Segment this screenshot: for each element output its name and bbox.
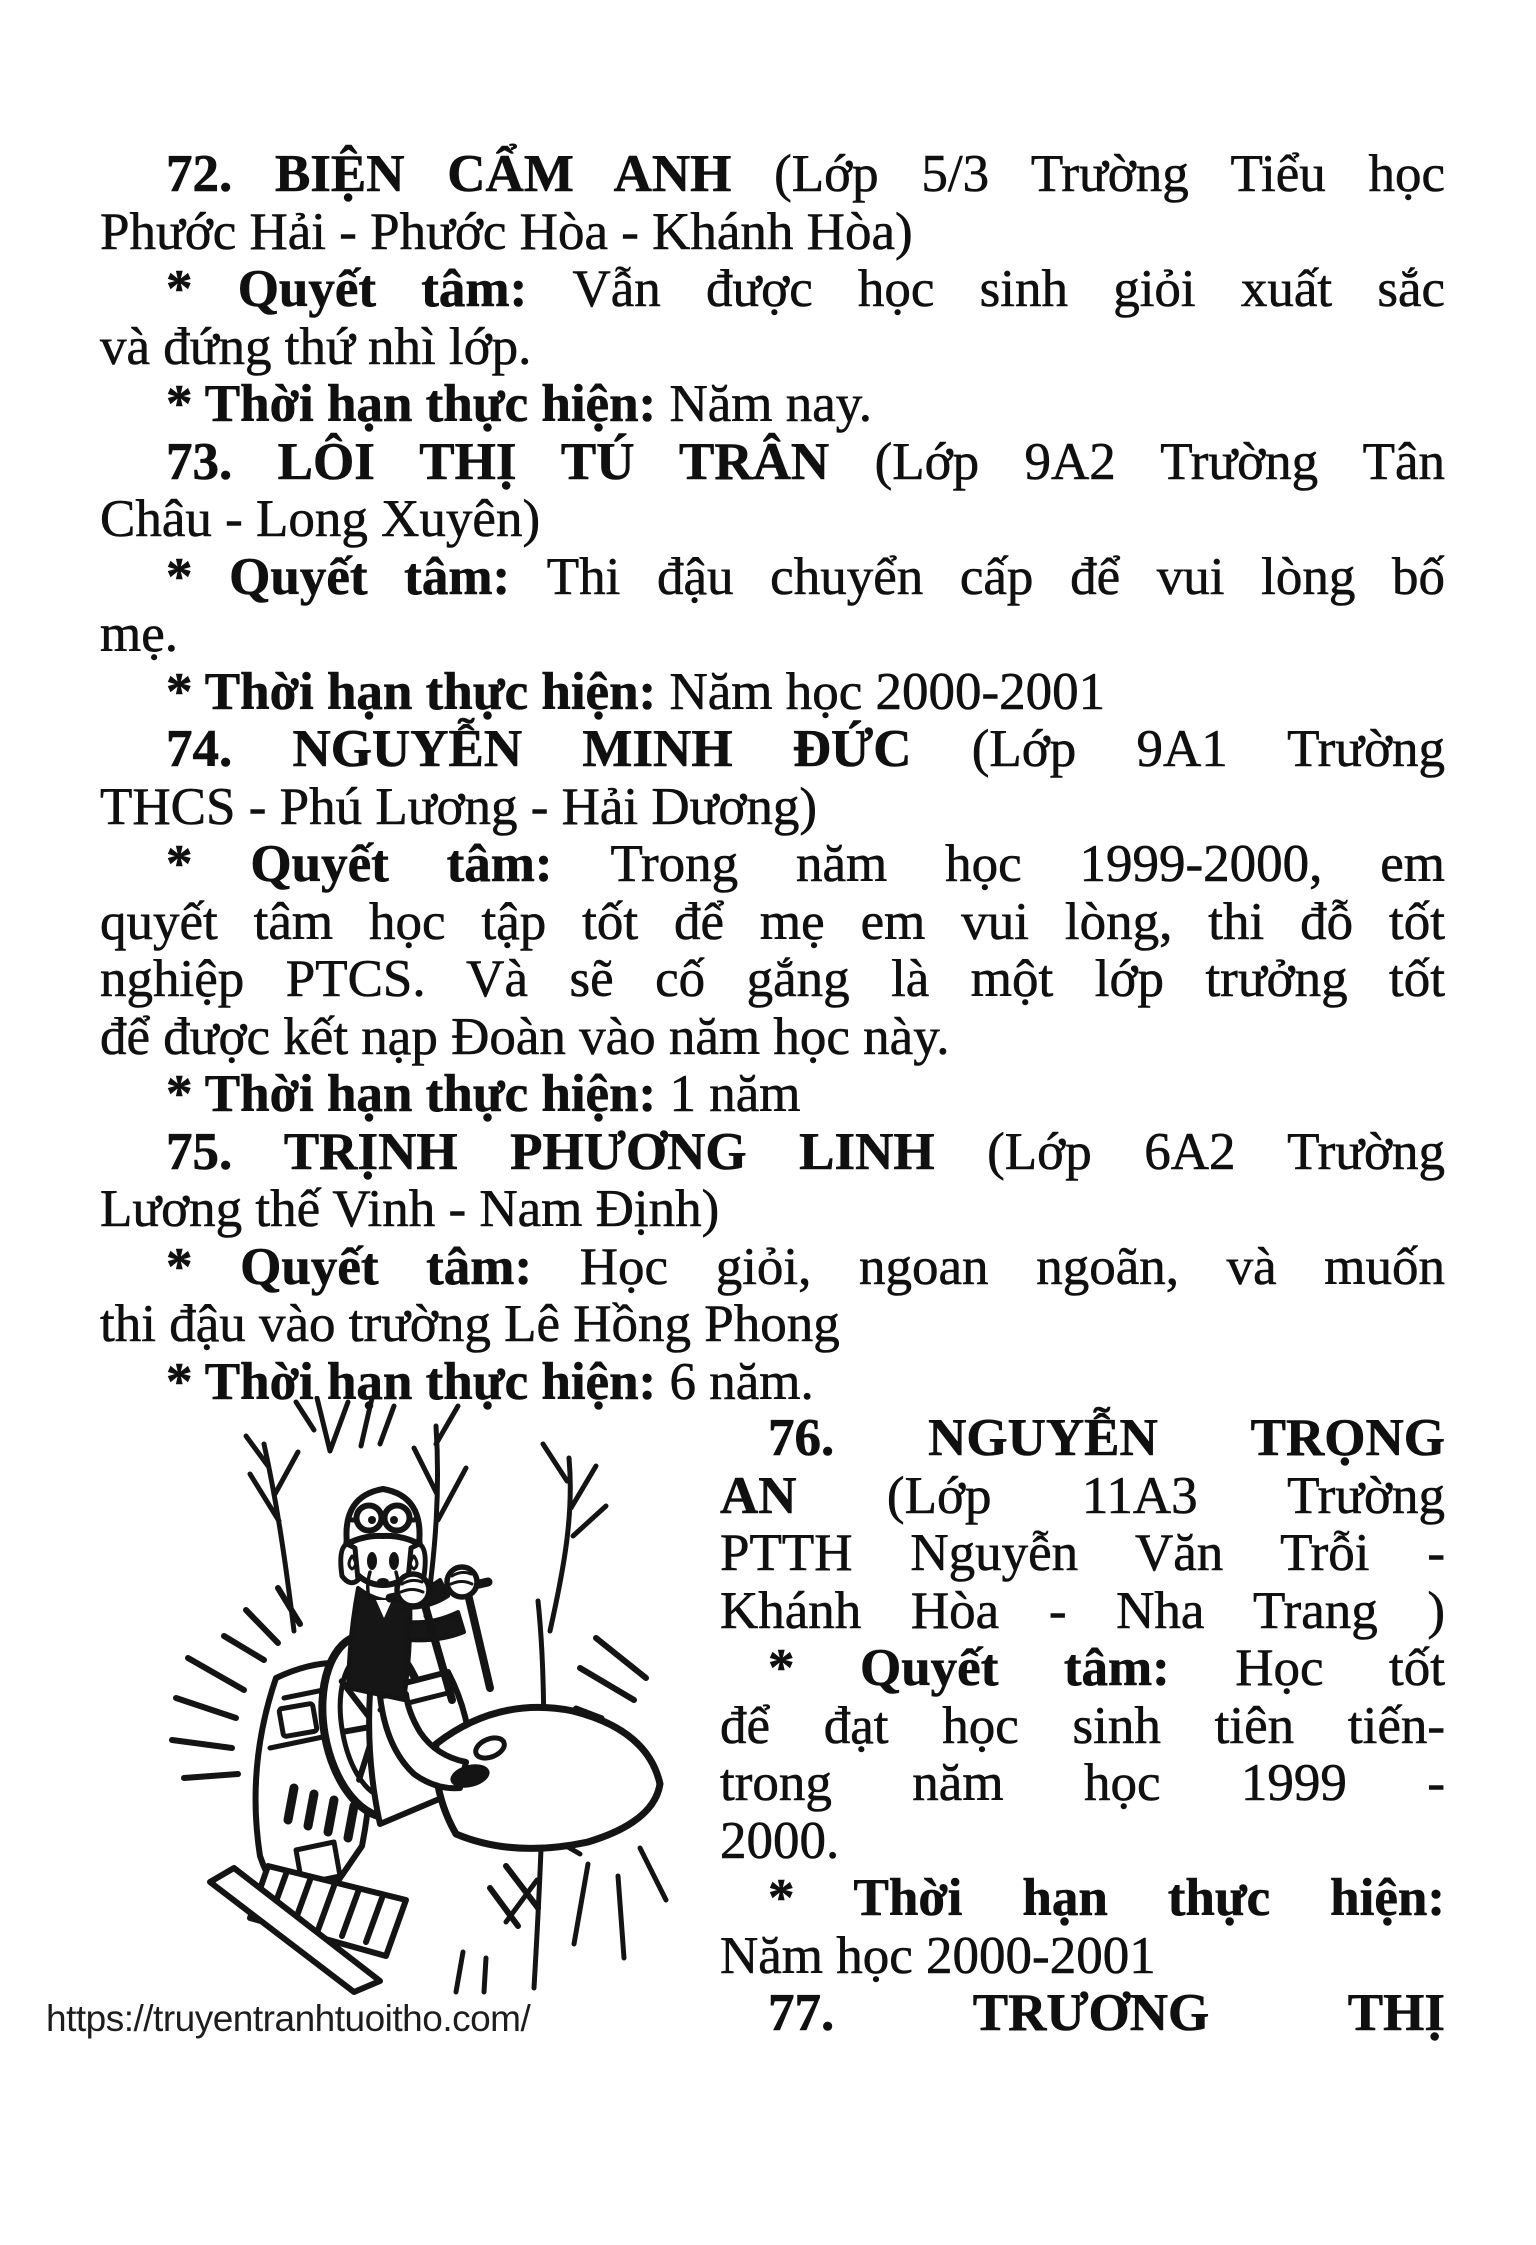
bold-text-segment: 73. LÔI THỊ TÚ TRÂN bbox=[166, 432, 875, 491]
text-segment: để đạt học sinh tiên tiến- bbox=[720, 1696, 1445, 1755]
text-line bbox=[100, 549, 1445, 607]
bold-text-segment: * Quyết tâm: bbox=[166, 547, 547, 606]
text-segment: 1 năm bbox=[669, 1065, 801, 1123]
text-segment: Lương thế Vinh - Nam Định) bbox=[100, 1180, 720, 1238]
text-line bbox=[720, 1698, 1445, 1756]
text-line bbox=[100, 894, 1445, 952]
cowl-headlight-panel bbox=[279, 1703, 317, 1736]
bold-text-segment: 76. NGUYỄN TRỌNG bbox=[768, 1409, 1445, 1467]
text-line bbox=[720, 1525, 1445, 1583]
text-segment: và đứng thứ nhì lớp. bbox=[100, 317, 532, 376]
bold-text-segment: 77. TRƯƠNG THỊ bbox=[768, 1984, 1445, 2042]
text-line bbox=[100, 434, 1445, 492]
text-line bbox=[720, 1410, 1445, 1468]
text-segment: 2000. bbox=[720, 1811, 840, 1870]
text-line bbox=[100, 491, 1445, 549]
text-line bbox=[100, 1181, 1445, 1239]
text-segment: (Lớp 9A1 Trường bbox=[971, 720, 1445, 778]
text-segment: trong năm học 1999 - bbox=[720, 1754, 1445, 1812]
bold-text-segment: * Thời hạn thực hiện: bbox=[768, 1869, 1445, 1927]
text-line bbox=[100, 836, 1445, 894]
bold-text-segment: * Thời hạn thực hiện: bbox=[166, 1352, 670, 1411]
watermark-url: https://truyentranhtuoitho.com/ bbox=[46, 1998, 531, 2039]
bold-text-segment: AN bbox=[720, 1466, 887, 1525]
text-segment: Vẫn được học sinh giỏi xuất sắc bbox=[572, 260, 1445, 318]
text-segment: Thi đậu chuyển cấp để vui lòng bố bbox=[546, 547, 1445, 606]
text-line bbox=[100, 204, 1445, 262]
text-line bbox=[100, 146, 1445, 204]
text-segment: nghiệp PTCS. Và sẽ cố gắng là một lớp trưởng tốt bbox=[100, 950, 1445, 1008]
bold-text-segment: * Quyết tâm: bbox=[166, 835, 611, 893]
text-line bbox=[100, 261, 1445, 319]
bold-text-segment: * Thời hạn thực hiện: bbox=[166, 1065, 670, 1123]
text-segment: Năm nay. bbox=[669, 375, 873, 433]
text-line bbox=[100, 1066, 1445, 1124]
text-line bbox=[720, 1755, 1445, 1813]
text-line bbox=[720, 1468, 1445, 1526]
bold-text-segment: 72. BIỆN CẨM ANH bbox=[166, 145, 775, 203]
text-segment: thi đậu vào trường Lê Hồng Phong bbox=[100, 1295, 840, 1353]
text-line bbox=[100, 319, 1445, 377]
bold-text-segment: * Thời hạn thực hiện: bbox=[166, 375, 670, 433]
text-line bbox=[100, 1239, 1445, 1297]
text-segment: Trong năm học 1999-2000, em bbox=[610, 835, 1445, 893]
text-line bbox=[720, 1813, 1445, 1871]
bold-text-segment: * Quyết tâm: bbox=[768, 1639, 1236, 1697]
bold-text-segment: * Quyết tâm: bbox=[166, 260, 573, 318]
text-segment: Học giỏi, ngoan ngoãn, và muốn bbox=[579, 1237, 1445, 1296]
bold-text-segment: 74. NGUYỄN MINH ĐỨC bbox=[166, 720, 972, 778]
right-text-column bbox=[720, 1410, 1445, 2043]
text-line bbox=[100, 606, 1445, 664]
text-line bbox=[720, 1870, 1445, 1928]
text-line bbox=[720, 1640, 1445, 1698]
text-line bbox=[100, 1009, 1445, 1067]
text-segment: THCS - Phú Lương - Hải Dương) bbox=[100, 777, 818, 836]
text-line bbox=[100, 664, 1445, 722]
text-line bbox=[720, 1583, 1445, 1641]
text-line bbox=[100, 1296, 1445, 1354]
text-line bbox=[720, 1928, 1445, 1986]
text-line bbox=[100, 779, 1445, 837]
text-segment: Học tốt bbox=[1235, 1639, 1445, 1697]
text-segment: mẹ. bbox=[100, 605, 178, 663]
illustration-boy-scooter-tree-icon bbox=[118, 1396, 708, 1996]
text-segment: (Lớp 11A3 Trường bbox=[886, 1466, 1445, 1525]
text-line bbox=[100, 1124, 1445, 1182]
text-line bbox=[100, 951, 1445, 1009]
text-segment: Khánh Hòa - Nha Trang ) bbox=[720, 1581, 1445, 1640]
text-segment: (Lớp 5/3 Trường Tiểu học bbox=[774, 145, 1445, 203]
text-segment: (Lớp 6A2 Trường bbox=[987, 1122, 1445, 1181]
text-segment: Phước Hải - Phước Hòa - Khánh Hòa) bbox=[100, 202, 913, 261]
text-line bbox=[100, 721, 1445, 779]
text-segment: để được kết nạp Đoàn vào năm học này. bbox=[100, 1007, 950, 1066]
bold-text-segment: * Quyết tâm: bbox=[166, 1237, 580, 1296]
text-segment: quyết tâm học tập tốt để mẹ em vui lòng, thi đỗ tốt bbox=[100, 892, 1445, 951]
text-segment: Năm học 2000-2001 bbox=[669, 662, 1106, 721]
bold-text-segment: 75. TRỊNH PHƯƠNG LINH bbox=[166, 1122, 988, 1181]
exhaust-fins bbox=[210, 1866, 406, 1992]
text-segment: 6 năm. bbox=[669, 1352, 814, 1411]
bold-text-segment: * Thời hạn thực hiện: bbox=[166, 662, 670, 721]
text-line bbox=[100, 376, 1445, 434]
main-text-column bbox=[100, 146, 1445, 1411]
text-segment: Năm học 2000-2001 bbox=[720, 1926, 1156, 1985]
text-segment: (Lớp 9A2 Trường Tân bbox=[874, 432, 1445, 491]
text-segment: PTTH Nguyễn Văn Trỗi - bbox=[720, 1524, 1445, 1582]
text-line bbox=[720, 1985, 1445, 2043]
text-segment: Châu - Long Xuyên) bbox=[100, 490, 541, 548]
